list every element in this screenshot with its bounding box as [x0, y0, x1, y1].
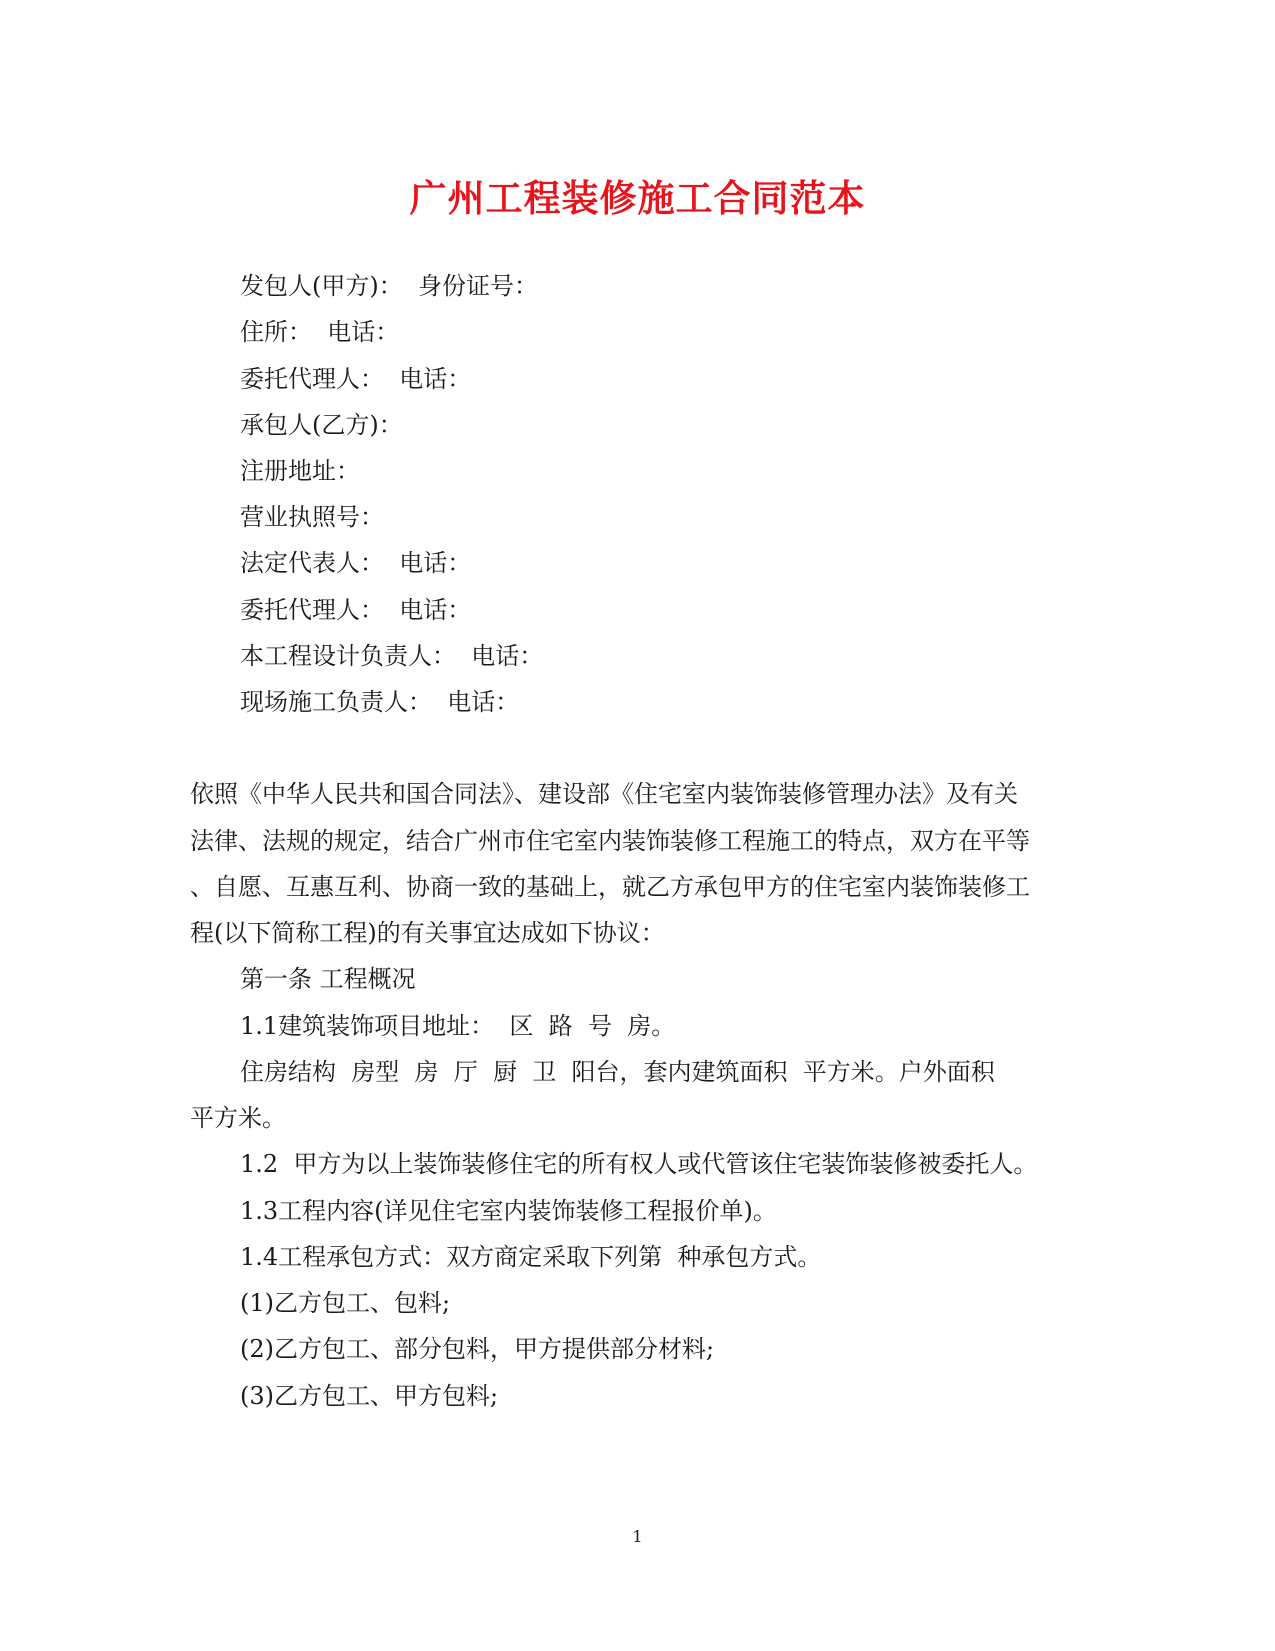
clause-1-1: 1.1建筑装饰项目地址： 区 路 号 房。 — [240, 1012, 676, 1040]
preamble-line: 法律、法规的规定，结合广州市住宅室内装饰装修工程施工的特点，双方在平等 — [190, 827, 1030, 855]
party-line-client: 发包人(甲方)： 身份证号： — [240, 272, 538, 300]
structure-line-cont: 平方米。 — [190, 1104, 286, 1132]
party-line-site-manager: 现场施工负责人： 电话： — [240, 688, 520, 716]
preamble-line: 程(以下简称工程)的有关事宜达成如下协议： — [190, 919, 665, 947]
preamble-line: 、自愿、互惠互利、协商一致的基础上，就乙方承包甲方的住宅室内装饰装修工 — [190, 873, 1030, 901]
clause-1-4: 1.4工程承包方式：双方商定采取下列第 种承包方式。 — [240, 1243, 822, 1271]
structure-line: 住房结构 房型 房 厅 厨 卫 阳台，套内建筑面积 平方米。户外面积 — [240, 1058, 995, 1086]
party-line-license: 营业执照号： — [240, 503, 384, 531]
party-line-designer: 本工程设计负责人： 电话： — [240, 642, 544, 670]
option-item: (1)乙方包工、包料; — [240, 1289, 451, 1317]
preamble-line: 依照《中华人民共和国合同法》、建设部《住宅室内装饰装修管理办法》及有关 — [190, 780, 1018, 808]
party-line-address: 住所： 电话： — [240, 318, 400, 346]
clause-1-2: 1.2 甲方为以上装饰装修住宅的所有权人或代管该住宅装饰装修被委托人。 — [240, 1150, 1038, 1178]
clause-1-3: 1.3工程内容(详见住宅室内装饰装修工程报价单)。 — [240, 1197, 777, 1225]
article-heading: 第一条 工程概况 — [240, 965, 416, 993]
party-line-legal-rep: 法定代表人： 电话： — [240, 549, 472, 577]
option-item: (3)乙方包工、甲方包料; — [240, 1382, 499, 1410]
party-line-contractor: 承包人(乙方)： — [240, 411, 403, 439]
party-line-contractor-agent: 委托代理人： 电话： — [240, 596, 472, 624]
document-title: 广州工程装修施工合同范本 — [409, 176, 866, 220]
party-line-agent: 委托代理人： 电话： — [240, 365, 472, 393]
option-item: (2)乙方包工、部分包料，甲方提供部分材料; — [240, 1335, 715, 1363]
page-number: 1 — [632, 1527, 643, 1546]
party-line-registered-address: 注册地址： — [240, 457, 360, 485]
